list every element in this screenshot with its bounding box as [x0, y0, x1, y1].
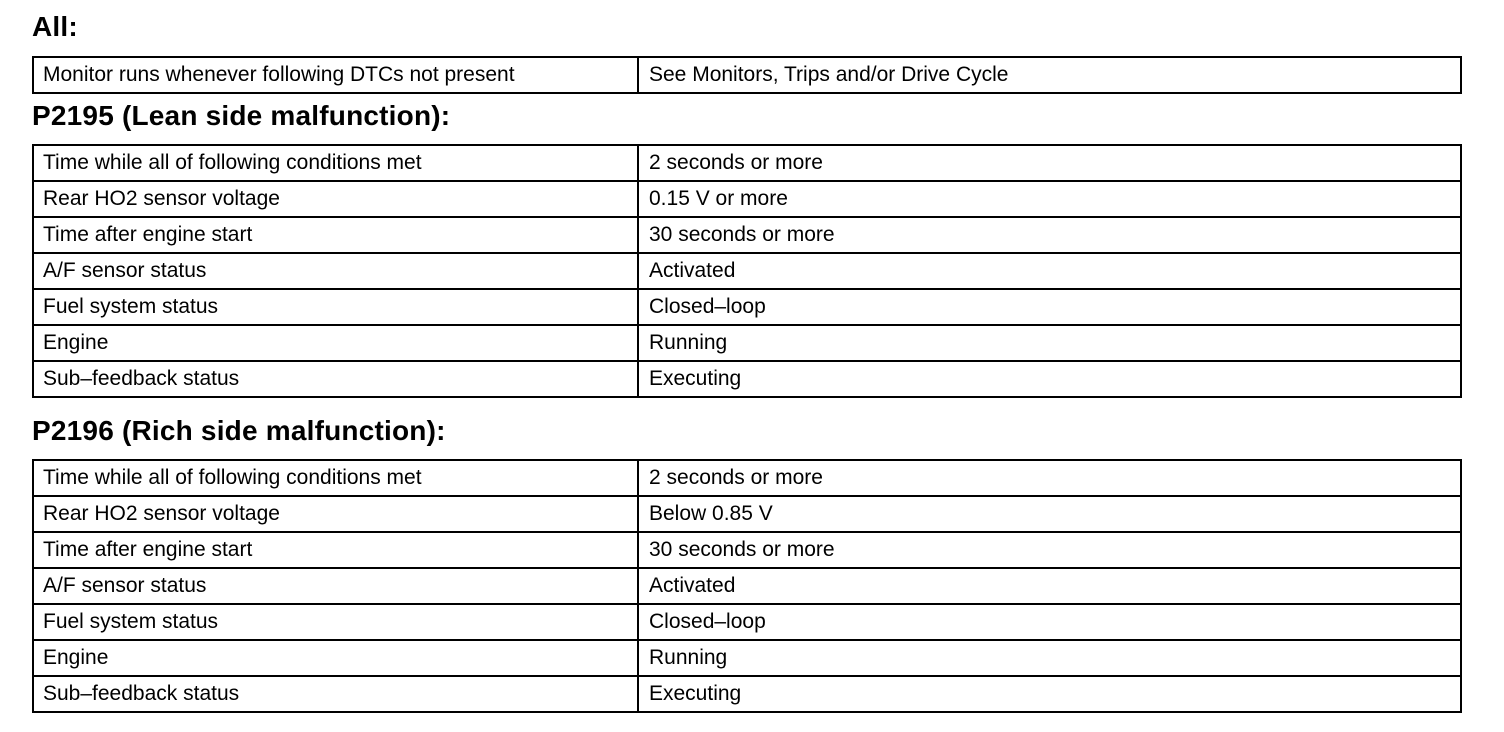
condition-cell: Fuel system status — [33, 604, 638, 640]
value-cell: Activated — [638, 253, 1461, 289]
table-row — [33, 325, 1461, 361]
condition-cell: Fuel system status — [33, 289, 638, 325]
value-cell: Activated — [638, 568, 1461, 604]
condition-cell: Time while all of following conditions met — [33, 145, 638, 181]
condition-cell: Time while all of following conditions met — [33, 460, 638, 496]
table-row — [33, 532, 1461, 568]
table-row — [33, 568, 1461, 604]
table-row — [33, 640, 1461, 676]
condition-cell: Monitor runs whenever following DTCs not present — [33, 57, 638, 93]
value-cell: Executing — [638, 361, 1461, 397]
value-cell: 2 seconds or more — [638, 145, 1461, 181]
condition-cell: A/F sensor status — [33, 253, 638, 289]
condition-cell: Time after engine start — [33, 532, 638, 568]
condition-cell: Sub–feedback status — [33, 361, 638, 397]
table-row — [33, 361, 1461, 397]
table-row — [33, 460, 1461, 496]
condition-cell: Engine — [33, 640, 638, 676]
table-all-conditions — [32, 56, 1462, 94]
value-cell: 30 seconds or more — [638, 217, 1461, 253]
table-row — [33, 57, 1461, 93]
condition-cell: Sub–feedback status — [33, 676, 638, 712]
table-row — [33, 253, 1461, 289]
condition-cell: Rear HO2 sensor voltage — [33, 496, 638, 532]
value-cell: Below 0.85 V — [638, 496, 1461, 532]
value-cell: See Monitors, Trips and/or Drive Cycle — [638, 57, 1461, 93]
table-row — [33, 289, 1461, 325]
table-row — [33, 604, 1461, 640]
value-cell: 30 seconds or more — [638, 532, 1461, 568]
section-heading-all: All: — [32, 11, 78, 42]
condition-cell: Rear HO2 sensor voltage — [33, 181, 638, 217]
condition-cell: Engine — [33, 325, 638, 361]
table-p2196-conditions — [32, 459, 1462, 713]
value-cell: Executing — [638, 676, 1461, 712]
value-cell: Closed–loop — [638, 604, 1461, 640]
table-p2195-conditions — [32, 144, 1462, 398]
value-cell: 2 seconds or more — [638, 460, 1461, 496]
value-cell: Running — [638, 325, 1461, 361]
table-row — [33, 676, 1461, 712]
condition-cell: Time after engine start — [33, 217, 638, 253]
table-row — [33, 145, 1461, 181]
table-row — [33, 181, 1461, 217]
condition-cell: A/F sensor status — [33, 568, 638, 604]
value-cell: Running — [638, 640, 1461, 676]
section-heading-p2195: P2195 (Lean side malfunction): — [32, 100, 451, 131]
value-cell: Closed–loop — [638, 289, 1461, 325]
table-row — [33, 217, 1461, 253]
value-cell: 0.15 V or more — [638, 181, 1461, 217]
section-heading-p2196: P2196 (Rich side malfunction): — [32, 415, 446, 446]
table-row — [33, 496, 1461, 532]
